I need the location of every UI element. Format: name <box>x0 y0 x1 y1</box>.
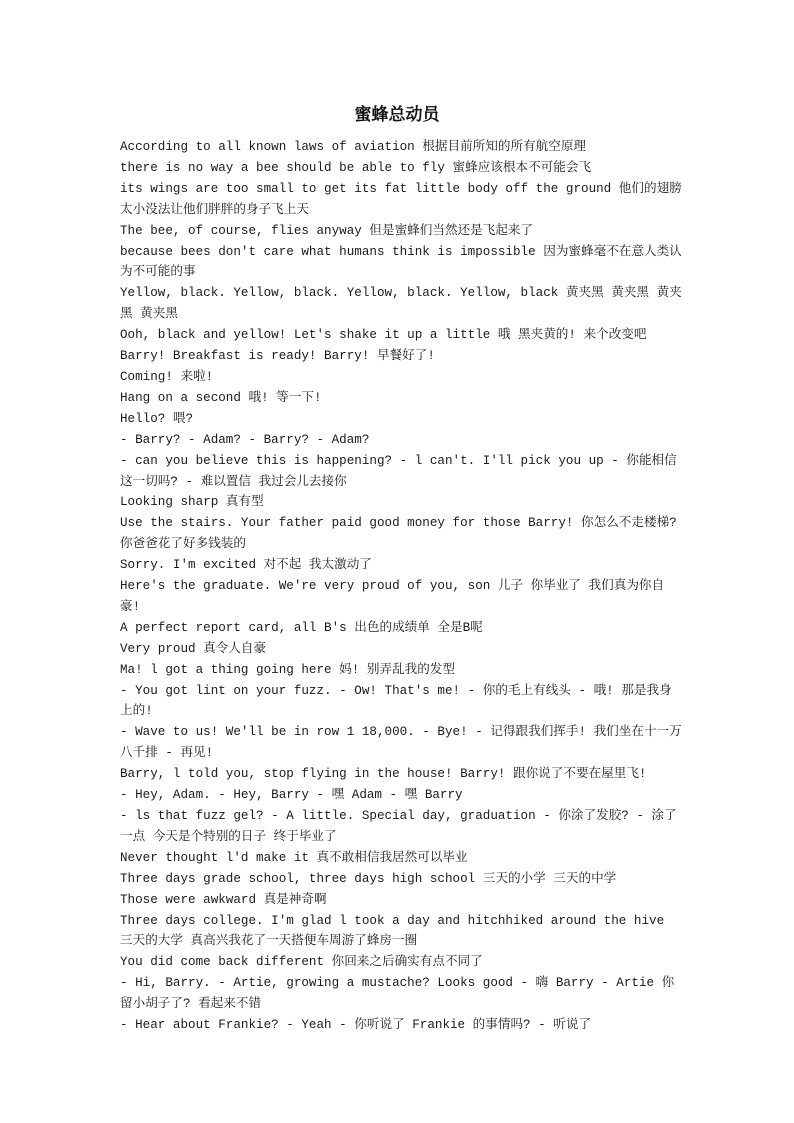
text-line: Ooh, black and yellow! Let's shake it up a little 哦 黑夹黄的! 来个改变吧 <box>120 328 647 343</box>
document-title: 蜜蜂总动员 <box>354 105 440 125</box>
text-line: - You got lint on your fuzz. - Ow! That's me! - 你的毛上有线头 - 哦! 那是我身上的! <box>120 683 672 719</box>
text-line: You did come back different 你回来之后确实有点不同了 <box>120 955 483 970</box>
text-line: The bee, of course, flies anyway 但是蜜蜂们当然还是飞起来了 <box>120 223 534 238</box>
text-line: Never thought l'd make it 真不敢相信我居然可以毕业 <box>120 850 468 865</box>
text-line: According to all known laws of aviation 根据目前所知的所有航空原理 <box>120 140 587 154</box>
text-line: Very proud 真令人自豪 <box>120 641 267 656</box>
text-line: - Hear about Frankie? - Yeah - 你听说了 Frankie 的事情吗? - 听说了 <box>120 1018 592 1033</box>
text-line: Here's the graduate. We're very proud of you, son 儿子 你毕业了 我们真为你自豪! <box>120 579 665 614</box>
text-line: Yellow, black. Yellow, black. Yellow, black. Yellow, black 黄夹黑 黄夹黑 黄夹黑 黄夹黑 <box>120 286 682 322</box>
text-line: Barry, l told you, stop flying in the house! Barry! 跟你说了不要在屋里飞! <box>120 767 647 782</box>
text-line: Ma! l got a thing going here 妈! 别弄乱我的发型 <box>120 662 456 677</box>
text-line: there is no way a bee should be able to fly 蜜蜂应该根本不可能会飞 <box>120 160 592 175</box>
text-line: because bees don't care what humans think is impossible 因为蜜蜂毫不在意人类认为不可能的事 <box>120 244 682 280</box>
text-line: - Wave to us! We'll be in row 1 18,000. - Bye! - 记得跟我们挥手! 我们坐在十一万八千排 - 再见! <box>120 725 682 761</box>
text-line: its wings are too small to get its fat little body off the ground 他们的翅膀太小没法让他们胖胖的身子飞上天 <box>120 181 682 217</box>
text-line: Three days grade school, three days high school 三天的小学 三天的中学 <box>120 871 617 886</box>
text-line: Those were awkward 真是神奇啊 <box>120 892 327 907</box>
text-line: Sorry. I'm excited 对不起 我太激动了 <box>120 558 372 573</box>
text-line: Use the stairs. Your father paid good money for those Barry! 你怎么不走楼梯? 你爸爸花了好多钱装的 <box>120 516 677 552</box>
text-line: A perfect report card, all B's 出色的成绩单 全是B呢 <box>120 620 483 635</box>
text-line: - Hey, Adam. - Hey, Barry - 嘿 Adam - 嘿 Barry <box>120 788 463 803</box>
text-line: Hello? 喂? <box>120 411 194 426</box>
text-line: - Hi, Barry. - Artie, growing a mustache? Looks good - 嗨 Barry - Artie 你留小胡子了? 看起来不错 <box>120 976 675 1012</box>
document-body <box>120 137 682 1036</box>
text-line: Coming! 来啦! <box>120 369 214 384</box>
text-line: Barry! Breakfast is ready! Barry! 早餐好了! <box>120 349 435 364</box>
text-line: Three days college. I'm glad l took a day and hitchhiked around the hive 三天的大学 真高兴我花了一天搭便车周游了蜂房一圈 <box>120 913 665 949</box>
text-line: - ls that fuzz gel? - A little. Special day, graduation - 你涂了发胶? - 涂了一点 今天是个特别的日子 终于毕业了 <box>120 809 677 844</box>
text-line: - can you believe this is happening? - l can't. I'll pick you up - 你能相信这一切吗? - 难以置信 我过会儿去接你 <box>120 453 677 489</box>
text-line: Hang on a second 哦! 等一下! <box>120 390 322 405</box>
text-line: - Barry? - Adam? - Barry? - Adam? <box>120 432 370 447</box>
text-line: Looking sharp 真有型 <box>120 495 264 510</box>
